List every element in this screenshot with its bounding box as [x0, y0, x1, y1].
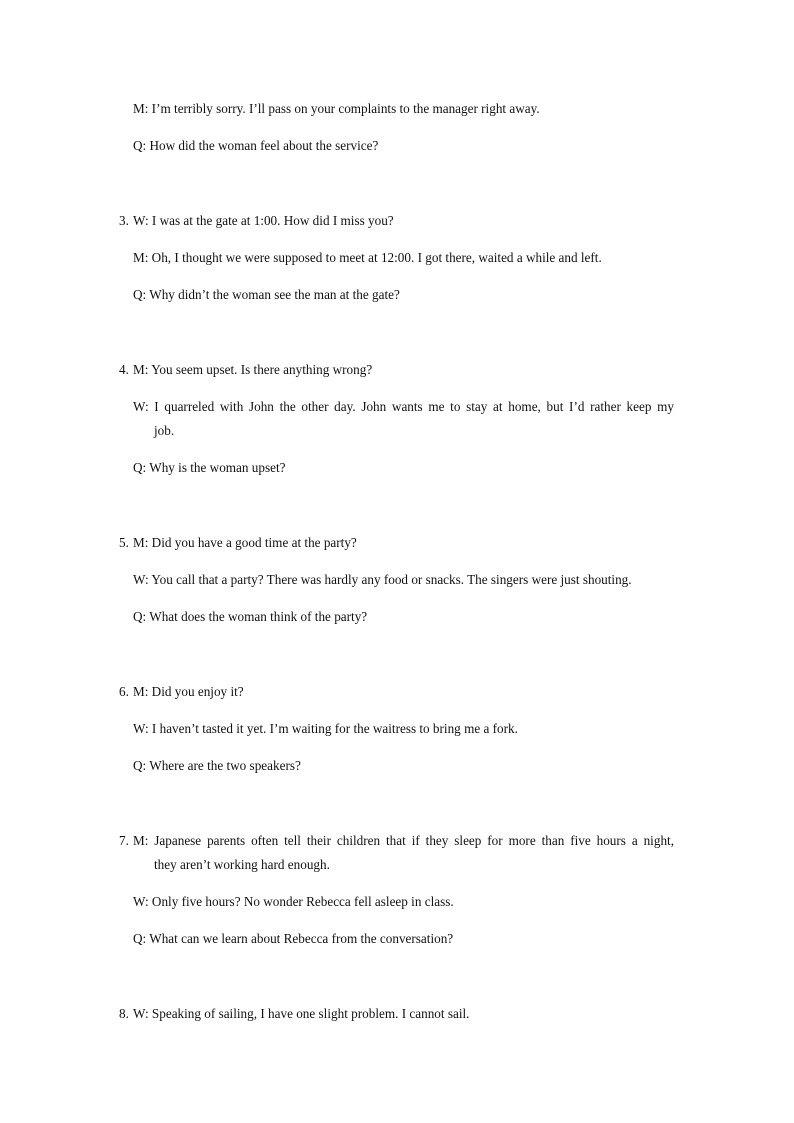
dialogue-line: M: Oh, I thought we were supposed to meet at 12:00. I got there, waited a while and left. [133, 250, 602, 265]
question-line: Q: What can we learn about Rebecca from the conversation? [133, 931, 454, 946]
question-line: Q: Where are the two speakers? [133, 758, 301, 773]
item-number: 3. [119, 213, 129, 228]
dialogue-line: M: I’m terribly sorry. I’ll pass on your complaints to the manager right away. [133, 101, 540, 116]
dialogue-line-continued: job. [154, 423, 175, 438]
question-line: Q: Why is the woman upset? [133, 460, 286, 475]
dialogue-line: M: You seem upset. Is there anything wrong? [133, 362, 373, 377]
dialogue-line-continued: they aren’t working hard enough. [154, 857, 330, 872]
dialogue-line: W: Speaking of sailing, I have one slight problem. I cannot sail. [133, 1006, 470, 1021]
dialogue-line: M: Japanese parents often tell their children that if they sleep for more than five hours a night, [133, 833, 674, 848]
question-line: Q: What does the woman think of the party? [133, 609, 368, 624]
dialogue-line: W: I haven’t tasted it yet. I’m waiting for the waitress to bring me a fork. [133, 721, 518, 736]
item-number: 4. [119, 362, 129, 377]
dialogue-line: W: I was at the gate at 1:00. How did I miss you? [133, 213, 394, 228]
dialogue-line: M: Did you enjoy it? [133, 684, 244, 699]
item-number: 5. [119, 535, 129, 550]
item-number: 8. [119, 1006, 129, 1021]
question-line: Q: How did the woman feel about the service? [133, 138, 379, 153]
dialogue-line: W: You call that a party? There was hardly any food or snacks. The singers were just shouting. [133, 572, 632, 587]
dialogue-line: W: I quarreled with John the other day. John wants me to stay at home, but I’d rather keep my [133, 399, 674, 414]
question-line: Q: Why didn’t the woman see the man at the gate? [133, 287, 400, 302]
dialogue-line: M: Did you have a good time at the party? [133, 535, 357, 550]
item-number: 7. [119, 833, 129, 848]
item-number: 6. [119, 684, 129, 699]
dialogue-line: W: Only five hours? No wonder Rebecca fell asleep in class. [133, 894, 454, 909]
